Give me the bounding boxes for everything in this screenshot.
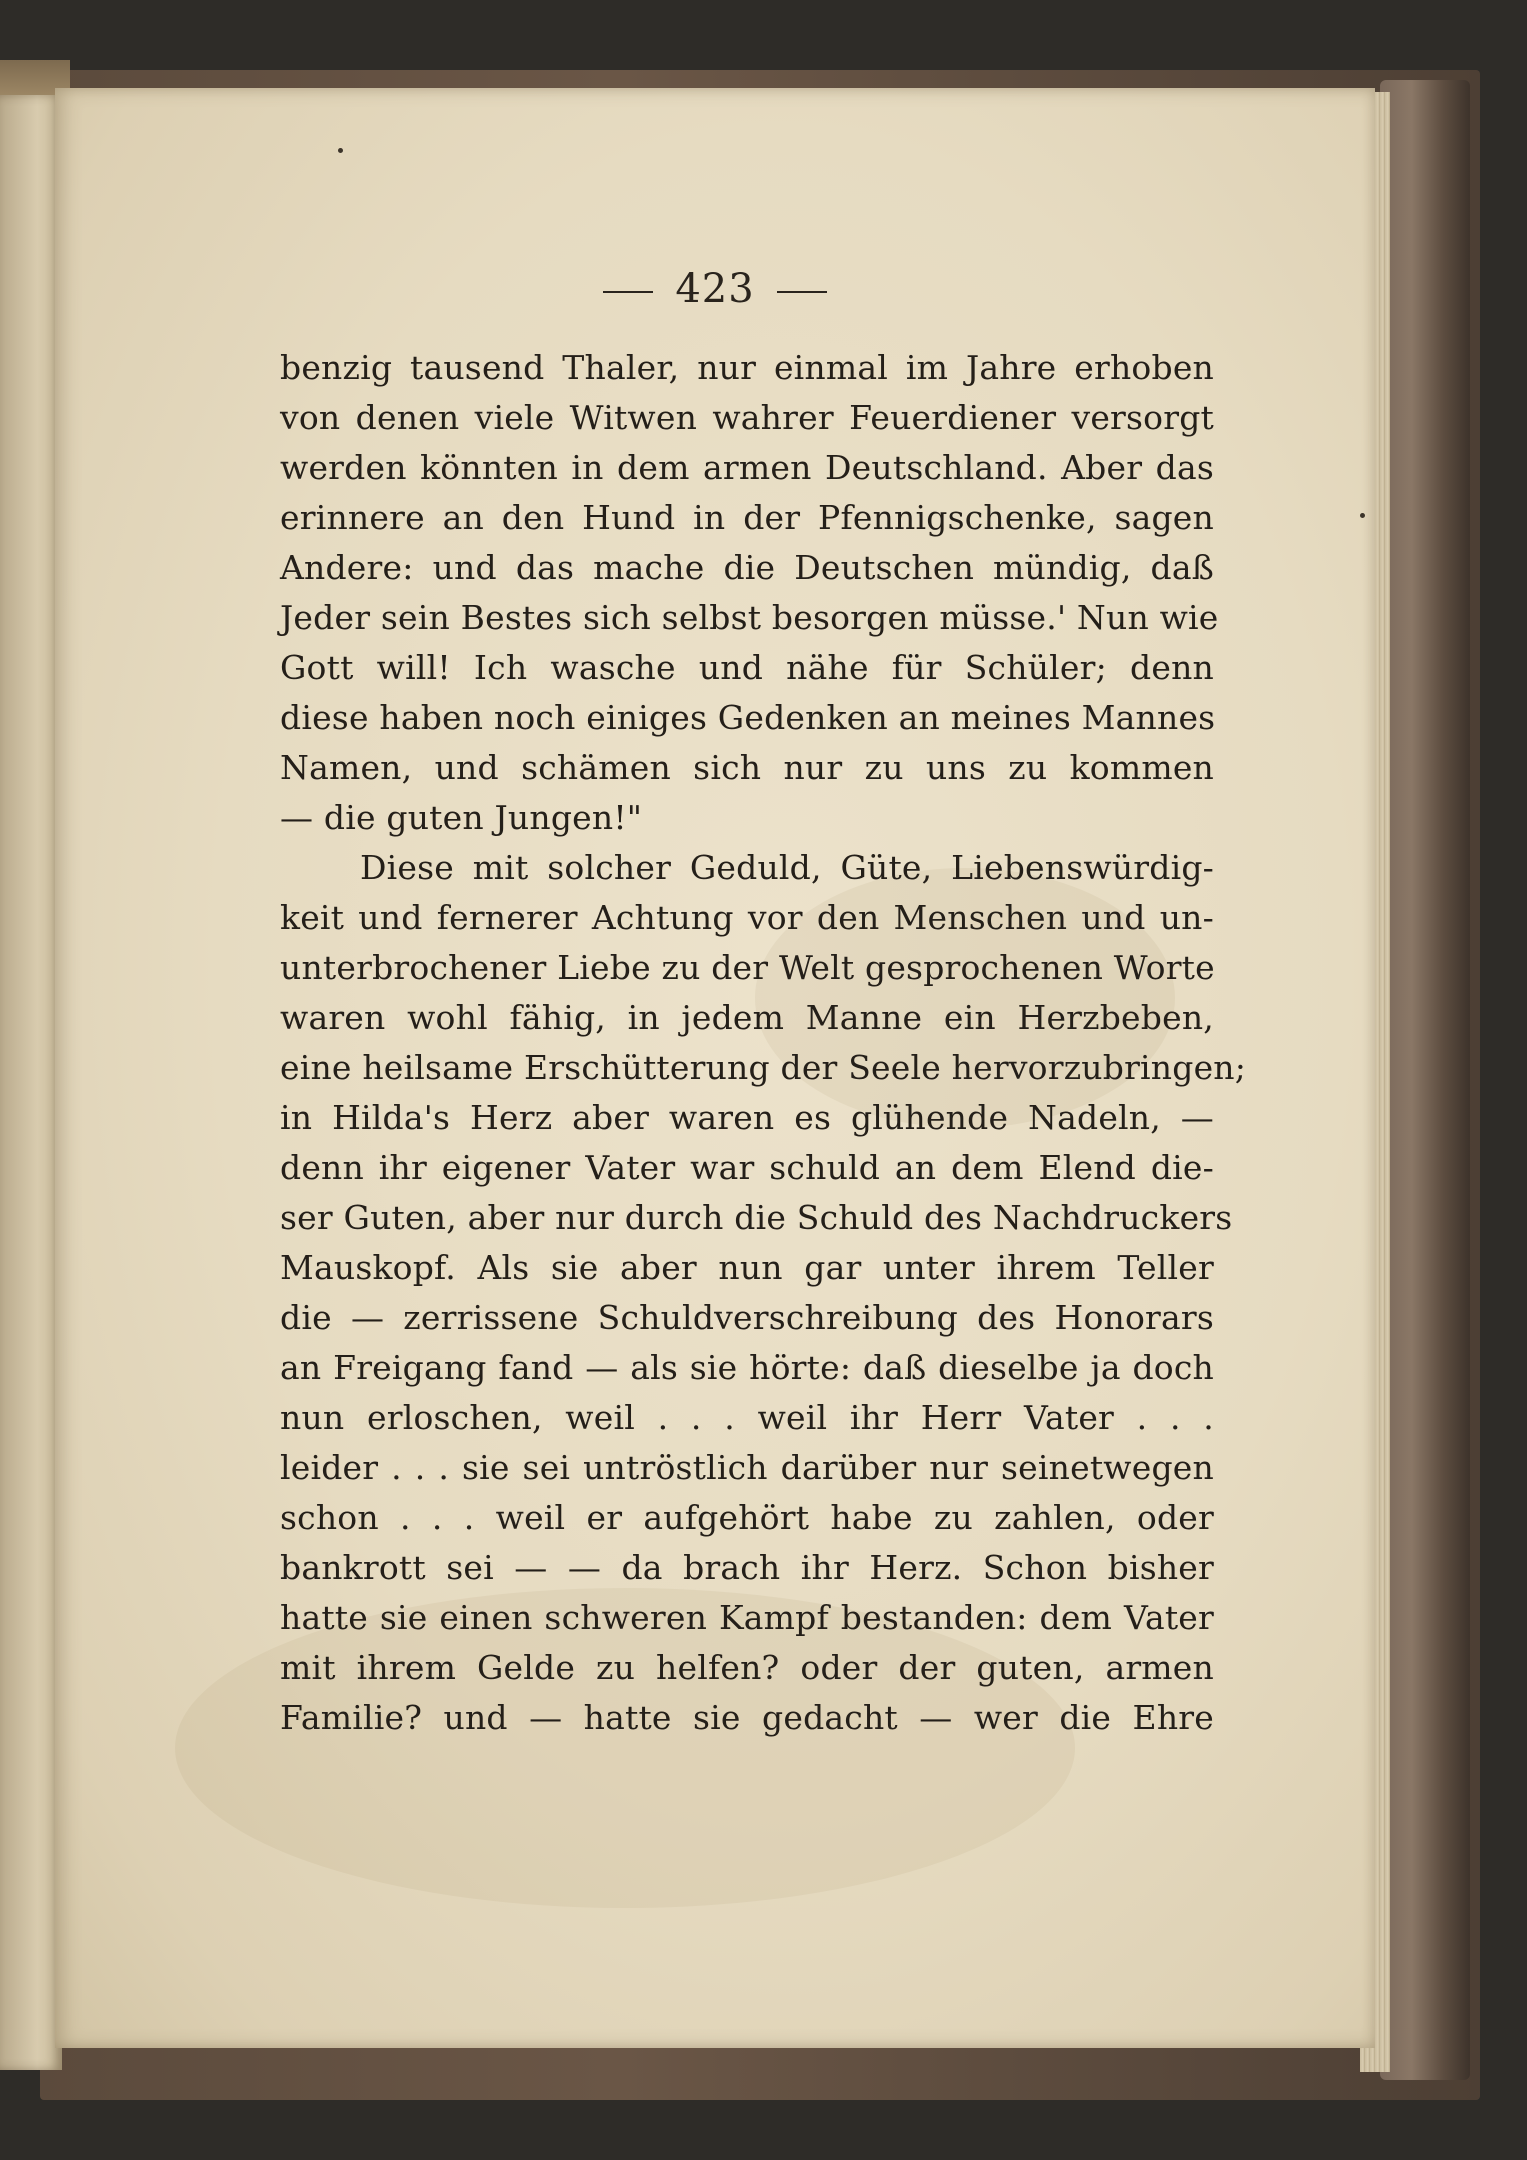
text-line: denn ihr eigener Vater war schuld an dem Elend die- xyxy=(280,1148,1214,1187)
text-line: benzig tausend Thaler, nur einmal im Jahre erhoben xyxy=(280,348,1214,387)
text-line: keit und fernerer Achtung vor den Menschen und un- xyxy=(280,898,1214,937)
text-line: Familie? und — hatte sie gedacht — wer die Ehre xyxy=(280,1698,1214,1737)
text-line: Andere: und das mache die Deutschen mündig, daß xyxy=(280,548,1214,587)
text-line: Mauskopf. Als sie aber nun gar unter ihrem Teller xyxy=(280,1248,1214,1287)
text-line: an Freigang fand — als sie hörte: daß dieselbe ja doch xyxy=(280,1348,1214,1387)
page-number-dash-right xyxy=(777,291,827,293)
text-line: die — zerrissene Schuldverschreibung des Honorars xyxy=(280,1298,1214,1337)
page-number xyxy=(55,266,1375,312)
text-line: Gott will! Ich wasche und nähe für Schüler; denn xyxy=(280,648,1214,687)
text-line: waren wohl fähig, in jedem Manne ein Herzbeben, xyxy=(280,998,1214,1037)
book-page xyxy=(55,88,1375,2048)
text-line: in Hilda's Herz aber waren es glühende Nadeln, — xyxy=(280,1098,1214,1137)
text-line: von denen viele Witwen wahrer Feuerdiener versorgt xyxy=(280,398,1214,437)
paper-speck xyxy=(1360,513,1365,518)
text-line: unterbrochener Liebe zu der Welt gesprochenen Worte xyxy=(280,948,1215,987)
paper-speck xyxy=(338,148,343,153)
text-line: Namen, und schämen sich nur zu uns zu kommen xyxy=(280,748,1214,787)
text-line: diese haben noch einiges Gedenken an meines Mannes xyxy=(280,698,1216,737)
text-line: ser Guten, aber nur durch die Schuld des Nachdruckers xyxy=(280,1198,1233,1237)
text-line: leider . . . sie sei untröstlich darüber nur seinetwegen xyxy=(280,1448,1214,1487)
body-text xyxy=(280,343,1247,1743)
left-page-sliver xyxy=(0,95,62,2070)
text-line: werden könnten in dem armen Deutschland. Aber das xyxy=(280,448,1214,487)
text-line: — die guten Jungen!" xyxy=(280,798,643,837)
page-number-dash-left xyxy=(603,291,653,293)
text-line: hatte sie einen schweren Kampf bestanden: dem Vater xyxy=(280,1598,1214,1637)
text-line: erinnere an den Hund in der Pfennigschenke, sagen xyxy=(280,498,1214,537)
book-cover-edge xyxy=(1380,80,1470,2080)
text-line: Jeder sein Bestes sich selbst besorgen müsse.' Nun wie xyxy=(280,598,1219,637)
text-line: bankrott sei — — da brach ihr Herz. Schon bisher xyxy=(280,1548,1214,1587)
text-line: eine heilsame Erschütterung der Seele hervorzubringen; xyxy=(280,1048,1247,1087)
text-line: nun erloschen, weil . . . weil ihr Herr Vater . . . xyxy=(280,1398,1214,1437)
page-number-value: 423 xyxy=(675,266,755,312)
text-line: mit ihrem Gelde zu helfen? oder der guten, armen xyxy=(280,1648,1214,1687)
text-line: Diese mit solcher Geduld, Güte, Liebenswürdig- xyxy=(360,848,1214,887)
text-line: schon . . . weil er aufgehört habe zu zahlen, oder xyxy=(280,1498,1214,1537)
